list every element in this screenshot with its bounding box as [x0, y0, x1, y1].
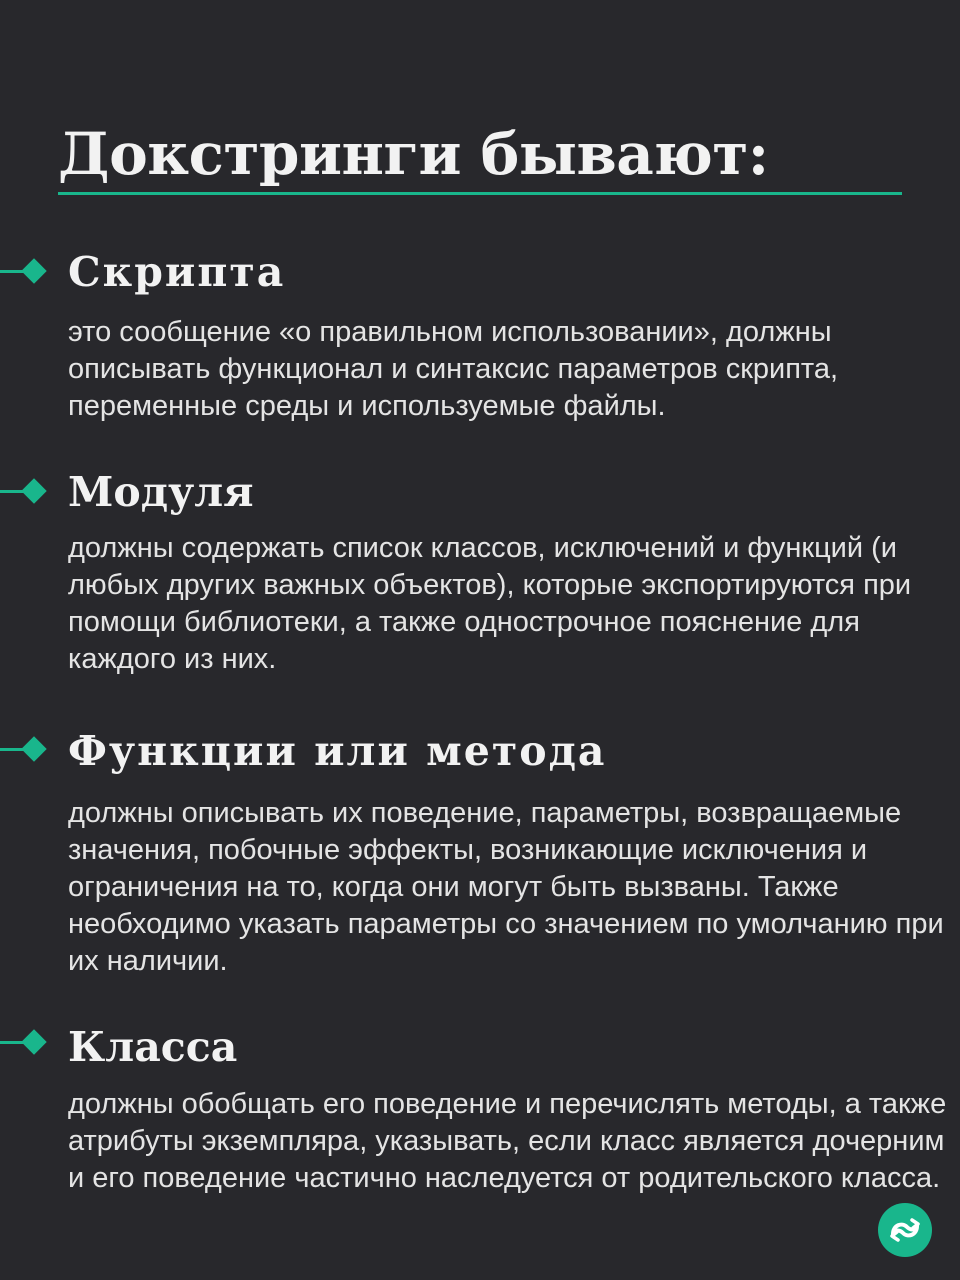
section-description: должны описывать их поведение, параметры, возвращаемые значения, побочные эффекты, возникающие исключения и ограничения на то, когда они могут быть вызваны. Также необходимо указать параметры со значением по умолчанию при их наличии.	[68, 797, 944, 977]
diamond-bullet-icon	[0, 737, 52, 763]
diamond-bullet-icon	[0, 479, 52, 505]
diamond-bullet-icon	[0, 259, 52, 285]
title-underline	[58, 192, 902, 195]
brand-logo-icon	[878, 1203, 932, 1257]
section-description: должны содержать список классов, исключений и функций (и любых других важных объектов), которые экспортируются при помощи библиотеки, а также однострочное пояснение для каждого из них.	[68, 532, 912, 675]
section-heading: Скрипта	[68, 248, 286, 296]
section-heading: Функции или метода	[68, 727, 607, 775]
page-title: Докстринги бывают:	[58, 120, 769, 188]
diamond-bullet-icon	[0, 1030, 52, 1056]
section-description: это сообщение «о правильном использовании», должны описывать функционал и синтаксис параметров скрипта, переменные среды и используемые файлы.	[68, 316, 839, 422]
section-description: должны обобщать его поведение и перечислять методы, а также атрибуты экземпляра, указывать, если класс является дочерним и его поведение частично наследуется от родительского класса.	[68, 1088, 947, 1194]
section-heading: Класса	[68, 1023, 238, 1071]
section-heading: Модуля	[68, 468, 254, 516]
